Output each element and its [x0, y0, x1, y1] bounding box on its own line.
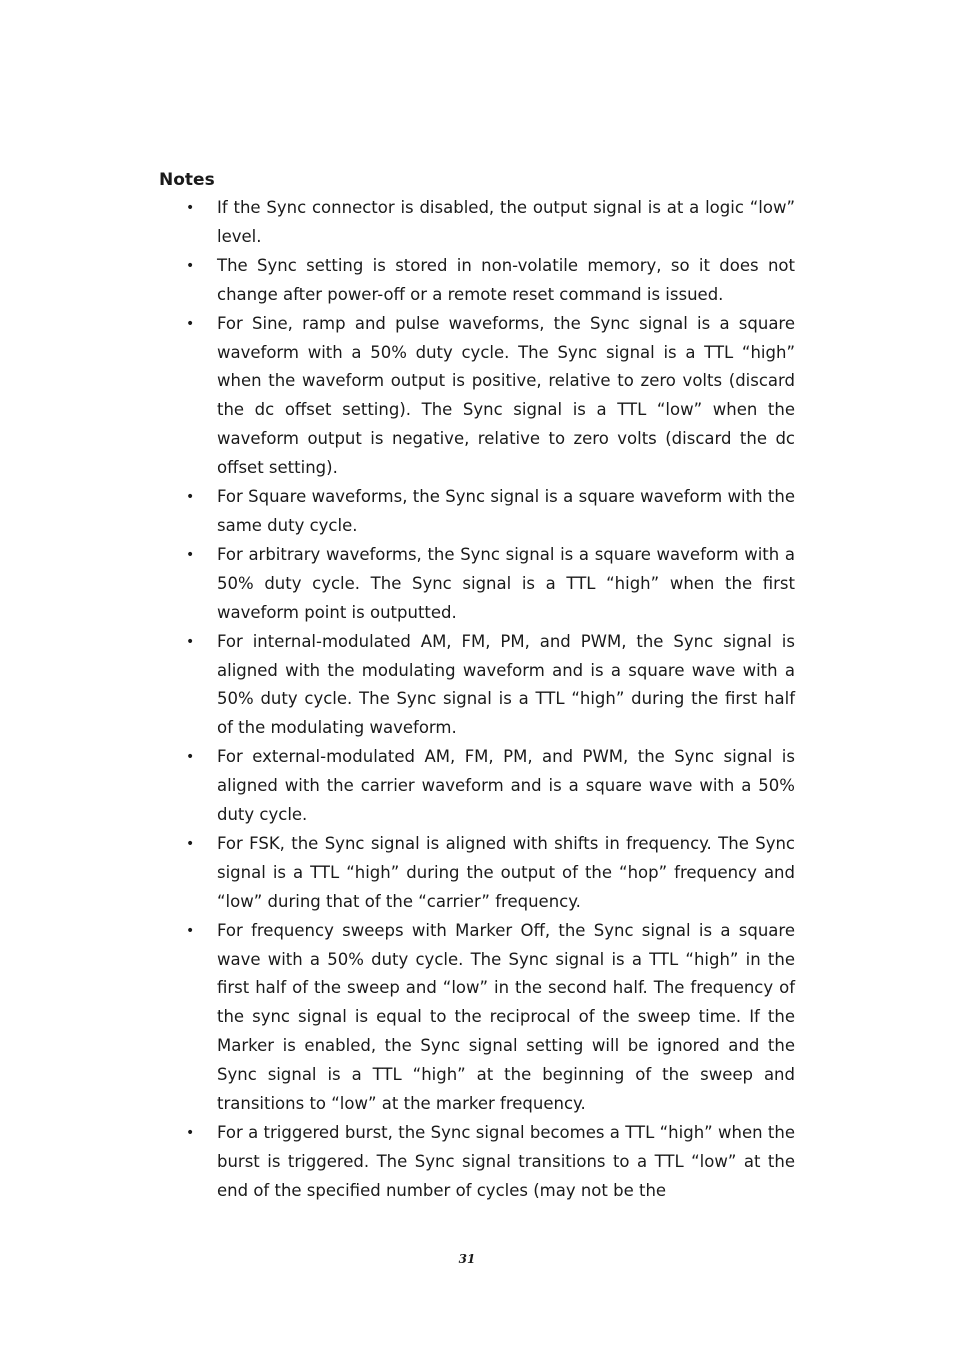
- list-item: [159, 252, 795, 310]
- note-text: The Sync setting is stored in non-volatile memory, so it does not change after power-off or a remote reset command is issued.: [217, 255, 795, 304]
- list-item: [159, 917, 795, 1119]
- note-text: If the Sync connector is disabled, the output signal is at a logic “low” level.: [217, 198, 795, 246]
- note-text: For arbitrary waveforms, the Sync signal is a square waveform with a 50% duty cycle. The Sync signal is a TTL “high” when the first waveform point is outputted.: [217, 544, 795, 622]
- list-item: [159, 541, 795, 628]
- bullet-icon: •: [186, 749, 195, 766]
- bullet-icon: •: [186, 200, 195, 216]
- notes-heading: Notes: [159, 170, 215, 190]
- list-item: [159, 830, 795, 917]
- note-text: For frequency sweeps with Marker Off, the Sync signal is a square wave with a 50% duty cycle. The Sync signal is a TTL “high” in the first half of the sweep and “low” in the second half. The frequency of the sync signal is equal to the reciprocal of the sweep time. If the Marker is enabled, the Sync signal setting will be ignored and the Sync signal is a TTL “high” at the beginning of the sweep and transitions to “low” at the marker frequency.: [217, 920, 795, 1114]
- note-text: For internal-modulated AM, FM, PM, and PWM, the Sync signal is aligned with the modulating waveform and is a square wave with a 50% duty cycle. The Sync signal is a TTL “high” during the first half of the modulating waveform.: [217, 631, 795, 738]
- page-number: 31: [458, 1252, 476, 1266]
- bullet-icon: •: [186, 315, 195, 332]
- note-text: For FSK, the Sync signal is aligned with shifts in frequency. The Sync signal is a TTL “high” during the output of the “hop” frequency and “low” during that of the “carrier” frequency.: [217, 833, 795, 911]
- bullet-icon: •: [186, 489, 195, 506]
- note-text: For a triggered burst, the Sync signal becomes a TTL “high” when the burst is triggered. The Sync signal transitions to a TTL “low” at the end of the specified number of cycles (may not be the: [217, 1123, 795, 1200]
- list-item: [159, 1119, 795, 1206]
- bullet-icon: •: [186, 257, 195, 274]
- notes-list: [159, 194, 795, 1206]
- list-item: [159, 310, 795, 483]
- bullet-icon: •: [186, 835, 195, 852]
- list-item: [159, 743, 795, 830]
- note-text: For external-modulated AM, FM, PM, and PWM, the Sync signal is aligned with the carrier waveform and is a square wave with a 50% duty cycle.: [217, 747, 795, 825]
- bullet-icon: •: [186, 922, 195, 939]
- bullet-icon: •: [186, 546, 195, 563]
- bullet-icon: •: [186, 1125, 195, 1141]
- list-item: [159, 628, 795, 744]
- list-item: [159, 194, 795, 252]
- note-text: For Square waveforms, the Sync signal is a square waveform with the same duty cycle.: [217, 487, 795, 535]
- list-item: [159, 483, 795, 541]
- note-text: For Sine, ramp and pulse waveforms, the Sync signal is a square waveform with a 50% duty cycle. The Sync signal is a TTL “high” when the waveform output is positive, relative to zero volts (discard the dc offset setting). The Sync signal is a TTL “low” when the waveform output is negative, relative to zero volts (discard the dc offset setting).: [217, 313, 795, 478]
- bullet-icon: •: [186, 633, 195, 650]
